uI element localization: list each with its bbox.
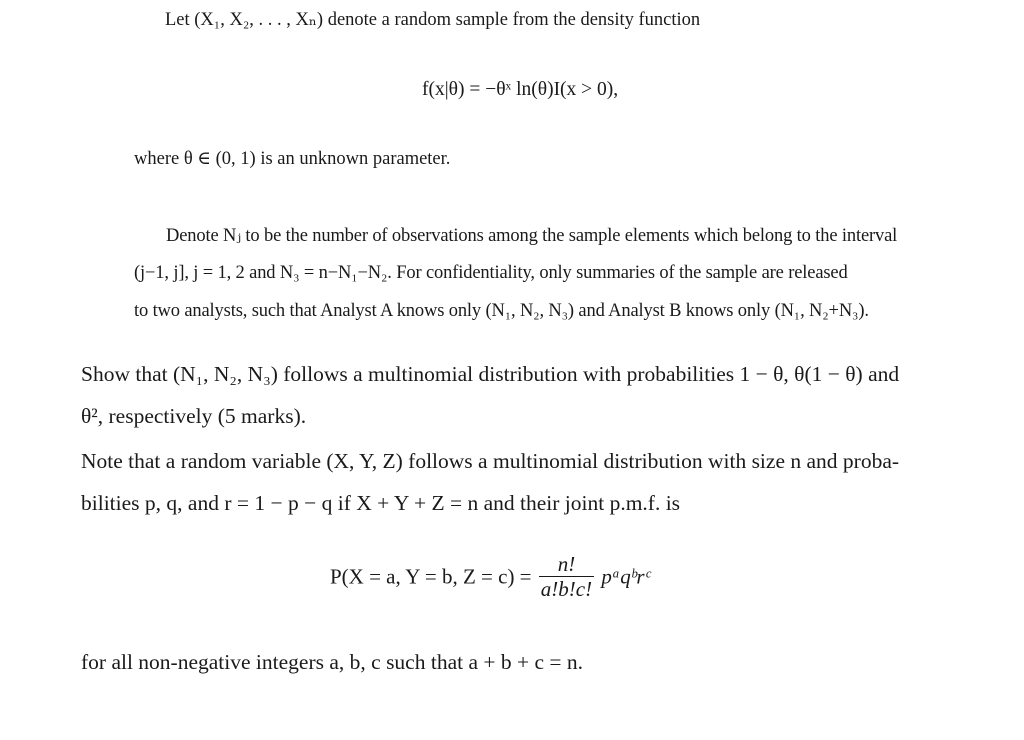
setup-line-3: to two analysts, such that Analyst A knows only (N₁, N₂, N₃) and Analyst B knows only (N₁, N₂+N₃). [134, 301, 869, 321]
setup-line-2: (j−1, j], j = 1, 2 and N₃ = n−N₁−N₂. For confidentiality, only summaries of the sample are released [134, 263, 848, 283]
note-line-1: Note that a random variable (X, Y, Z) follows a multinomial distribution with size n and proba- [81, 449, 900, 473]
pmf-numerator: n! [539, 552, 594, 577]
pmf-fraction [539, 552, 594, 602]
pmf-tail: pᵃqᵇrᶜ [601, 564, 651, 589]
intro-line: Let (X₁, X₂, . . . , Xₙ) denote a random sample from the density function [165, 10, 701, 30]
note-line-2: bilities p, q, and r = 1 − p − q if X + Y + Z = n and their joint p.m.f. is [81, 491, 681, 515]
setup-line-1: Denote Nⱼ to be the number of observations among the sample elements which belong to the interval [166, 226, 898, 246]
pmf-denominator: a!b!c! [540, 577, 593, 602]
parameter-line: where θ ∈ (0, 1) is an unknown parameter. [134, 149, 451, 169]
pmf-equation [330, 552, 650, 602]
closing-line: for all non-negative integers a, b, c such that a + b + c = n. [81, 650, 584, 674]
pmf-lhs: P(X = a, Y = b, Z = c) = [330, 564, 532, 589]
density-equation: f(x|θ) = −θˣ ln(θ)I(x > 0), [422, 79, 619, 100]
question-line-1: Show that (N₁, N₂, N₃) follows a multinomial distribution with probabilities 1 − θ, θ(1 − θ) and [81, 362, 900, 386]
question-line-2: θ², respectively (5 marks). [81, 404, 307, 428]
